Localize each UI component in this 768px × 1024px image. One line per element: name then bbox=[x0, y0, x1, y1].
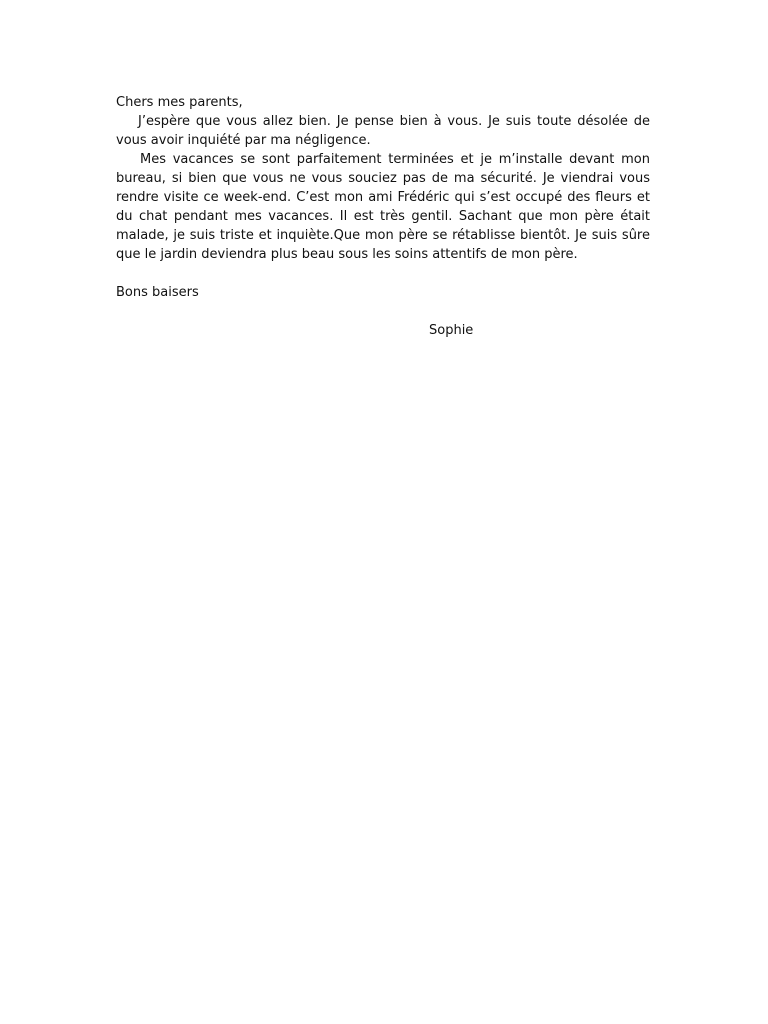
letter-closing: Bons baisers bbox=[116, 285, 199, 300]
letter-paragraph: J’espère que vous allez bien. Je pense bien à vous. Je suis toute désolée de vous avoir inquiété par ma négligence. bbox=[116, 114, 650, 148]
letter-paragraph: Mes vacances se sont parfaitement terminées et je m’installe devant mon bureau, si bien que vous ne vous souciez pas de ma sécurité. Je viendrai vous rendre visite ce week-end. C’est mon ami Frédéric qui s’est occupé des fleurs et du chat pendant mes vacances. Il est très gentil. Sachant que mon père était malade, je suis triste et inquiète.Que mon père se rétablisse bientôt. Je suis sûre que le jardin deviendra plus beau sous les soins attentifs de mon père. bbox=[116, 152, 650, 262]
letter-salutation: Chers mes parents, bbox=[116, 95, 243, 110]
letter-body bbox=[116, 93, 650, 340]
letter-signature: Sophie bbox=[429, 323, 474, 338]
